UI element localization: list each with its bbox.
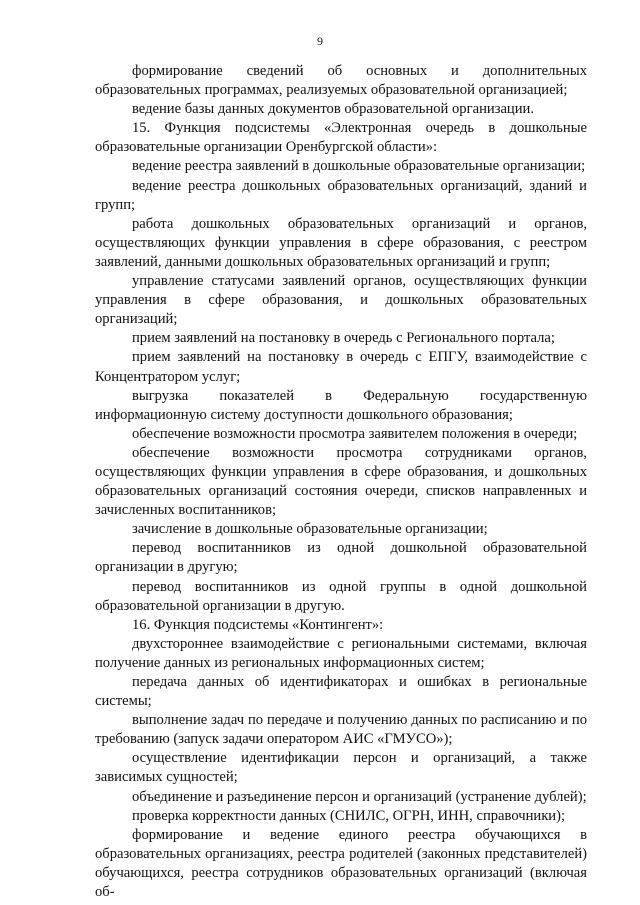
list-item: обеспечение возможности просмотра сотрудниками органов, осуществляющих функции управления в сфере образования, и дошкольных образовательных организаций состояния очереди, списков направленных и зачисленных воспитанников; [95,444,587,519]
list-item: двухстороннее взаимодействие с региональными системами, включая получение данных из региональных информационных систем; [95,635,587,671]
section-heading: 15. Функция подсистемы «Электронная очередь в дошкольные образовательные организации Оренбургской области»: [95,120,587,156]
list-item: выполнение задач по передаче и получению данных по расписанию и по требованию (запуск задачи оператором АИС «ГМУСО»); [95,712,587,748]
paragraph: формирование сведений об основных и дополнительных образовательных программах, реализуемых образовательной организацией; [95,63,587,99]
list-item: прием заявлений на постановку в очередь с Регионального портала; [132,330,555,347]
list-item: перевод воспитанников из одной группы в одной дошкольной образовательной организации в другую. [95,578,587,614]
paragraph: ведение базы данных документов образовательной организации. [132,101,535,118]
list-item: зачисление в дошкольные образовательные организации; [132,521,488,538]
list-item: ведение реестра заявлений в дошкольные образовательные организации; [132,158,586,175]
page-number: 9 [317,34,323,48]
section-heading: 16. Функция подсистемы «Контингент»: [132,616,384,633]
list-item: ведение реестра дошкольных образовательных организаций, зданий и групп; [95,177,587,213]
list-item: обеспечение возможности просмотра заявителем положения в очереди; [132,425,578,442]
list-item: передача данных об идентификаторах и ошибках в региональные системы; [95,674,587,710]
list-item: проверка корректности данных (СНИЛС, ОГРН, ИНН, справочники); [132,807,566,824]
document-body [95,62,587,902]
list-item: управление статусами заявлений органов, осуществляющих функции управления в сфере образования, и дошкольных образовательных организаций; [95,273,587,328]
list-item: осуществление идентификации персон и организаций, а также зависимых сущностей; [95,750,587,786]
list-item: прием заявлений на постановку в очередь с ЕПГУ, взаимодействие с Концентратором услуг; [95,349,587,385]
list-item: работа дошкольных образовательных организаций и органов, осуществляющих функции управления в сфере образования, с реестром заявлений, данными дошкольных образовательных организаций и групп; [95,215,587,270]
list-item: выгрузка показателей в Федеральную государственную информационную систему доступности дошкольного образования; [95,387,587,423]
list-item: формирование и ведение единого реестра обучающихся в образовательных организациях, реестра родителей (законных представителей) обучающихся, реестра сотрудников образовательных организаций (включая об- [95,826,587,901]
list-item: перевод воспитанников из одной дошкольной образовательной организации в другую; [95,540,587,576]
list-item: объединение и разъединение персон и организаций (устранение дублей); [132,788,587,805]
